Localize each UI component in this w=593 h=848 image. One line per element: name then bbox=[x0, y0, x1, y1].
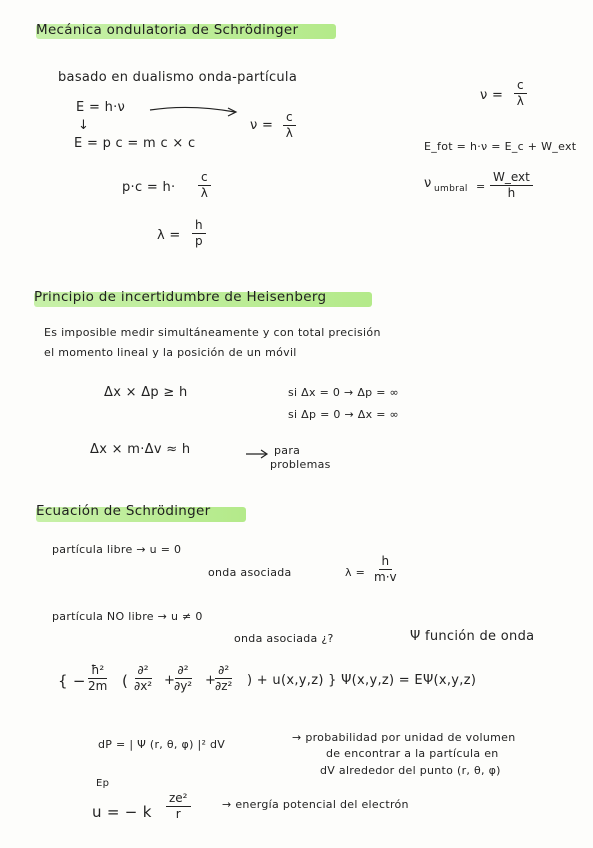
heisenberg-line1: Es imposible medir simultáneamente y con total precisión bbox=[44, 326, 381, 339]
prob-line3: dV alrededor del punto (r, θ, φ) bbox=[320, 764, 501, 777]
frac-num: W_ext bbox=[490, 170, 533, 186]
plus-sign: + bbox=[205, 673, 217, 688]
paren-open: ( bbox=[122, 672, 129, 690]
fraction-c-lambda-3 bbox=[514, 78, 527, 109]
frac-den: p bbox=[194, 234, 203, 248]
eq-uncertainty: Δx × Δp ≥ h bbox=[104, 385, 188, 400]
arrow-icon bbox=[246, 448, 272, 460]
basis-text: basado en dualismo onda-partícula bbox=[58, 70, 298, 85]
problemas-text: problemas bbox=[270, 458, 331, 471]
eq-pc: p·c = h· bbox=[122, 180, 176, 195]
frac-num: ∂² bbox=[135, 663, 152, 679]
fraction-c-lambda bbox=[283, 110, 296, 141]
eq-dp: dP = | Ψ (r, θ, φ) |² dV bbox=[98, 738, 226, 751]
fraction-wext-h bbox=[490, 170, 533, 201]
heisenberg-line2: el momento lineal y la posición de un móvil bbox=[44, 346, 297, 359]
section-title-schrodinger-eq: Ecuación de Schrödinger bbox=[36, 503, 211, 519]
frac-num: c bbox=[198, 170, 211, 186]
fraction-d2-dz2 bbox=[215, 663, 232, 694]
frac-num: ħ² bbox=[88, 663, 107, 679]
down-arrow-icon: ↓ bbox=[78, 118, 90, 133]
assoc-wave: onda asociada bbox=[208, 566, 292, 579]
psi-wave-function: Ψ función de onda bbox=[410, 629, 535, 644]
eq-e-h-nu: E = h·ν bbox=[76, 100, 126, 115]
frac-den: ∂y² bbox=[174, 679, 193, 693]
frac-den: h bbox=[507, 186, 516, 200]
frac-num: h bbox=[379, 554, 393, 570]
frac-den: λ bbox=[200, 186, 208, 200]
frac-num: ∂² bbox=[175, 663, 192, 679]
fraction-d2-dy2 bbox=[174, 663, 192, 694]
fraction-d2-dx2 bbox=[134, 663, 152, 694]
eq-lambda: λ = bbox=[157, 228, 181, 243]
prob-line1: → probabilidad por unidad de volumen bbox=[292, 731, 516, 744]
frac-num: h bbox=[192, 218, 206, 234]
eq-u-k: u = − k bbox=[92, 803, 152, 821]
frac-den: ∂z² bbox=[215, 679, 233, 693]
hamiltonian-open: { − bbox=[58, 672, 86, 690]
arrow-icon bbox=[150, 104, 240, 124]
eq-uncertainty-mv: Δx × m·Δv ≈ h bbox=[90, 442, 191, 457]
frac-den: λ bbox=[285, 126, 293, 140]
frac-den: λ bbox=[516, 94, 524, 108]
plus-sign: + bbox=[164, 673, 176, 688]
frac-den: 2m bbox=[88, 679, 108, 693]
fraction-c-lambda-2 bbox=[198, 170, 211, 201]
fraction-h-p bbox=[192, 218, 206, 249]
eq-nu-umbral: ν bbox=[424, 176, 432, 191]
frac-num: ∂² bbox=[215, 663, 232, 679]
frac-den: m·v bbox=[374, 570, 397, 584]
umbral-subscript: umbral bbox=[434, 184, 468, 194]
condition-1: si Δx = 0 → Δp = ∞ bbox=[288, 386, 400, 399]
lambda-eq: λ = bbox=[345, 566, 366, 579]
prob-line2: de encontrar a la partícula en bbox=[326, 747, 499, 760]
fraction-ze2-r bbox=[166, 791, 191, 822]
section-title-heisenberg: Principio de incertidumbre de Heisenberg bbox=[34, 289, 327, 305]
not-free-particle: partícula NO libre → u ≠ 0 bbox=[52, 610, 203, 623]
section-title-schrodinger-mech: Mecánica ondulatoria de Schrödinger bbox=[36, 22, 299, 38]
ep-note: Ep bbox=[96, 778, 110, 789]
para-text: para bbox=[274, 444, 301, 457]
eq-e-pc: E = p c = m c × c bbox=[74, 136, 196, 151]
frac-num: c bbox=[283, 110, 296, 126]
umbral-equals: = bbox=[476, 180, 486, 193]
frac-num: ze² bbox=[166, 791, 191, 807]
eq-nu-right: ν = bbox=[480, 88, 504, 103]
condition-2: si Δp = 0 → Δx = ∞ bbox=[288, 408, 400, 421]
eq-efot: E_fot = h·ν = E_c + W_ext bbox=[424, 140, 577, 153]
frac-num: c bbox=[514, 78, 527, 94]
free-particle: partícula libre → u = 0 bbox=[52, 543, 182, 556]
frac-den: ∂x² bbox=[134, 679, 153, 693]
fraction-h-mv bbox=[374, 554, 397, 585]
fraction-hbar2-2m bbox=[88, 663, 107, 694]
eq-nu-label: ν = bbox=[250, 118, 274, 133]
frac-den: r bbox=[175, 807, 181, 821]
equation-tail: ) + u(x,y,z) } Ψ(x,y,z) = EΨ(x,y,z) bbox=[247, 673, 477, 688]
energy-text: → energía potencial del electrón bbox=[222, 798, 409, 811]
assoc-wave-question: onda asociada ¿? bbox=[234, 632, 334, 645]
